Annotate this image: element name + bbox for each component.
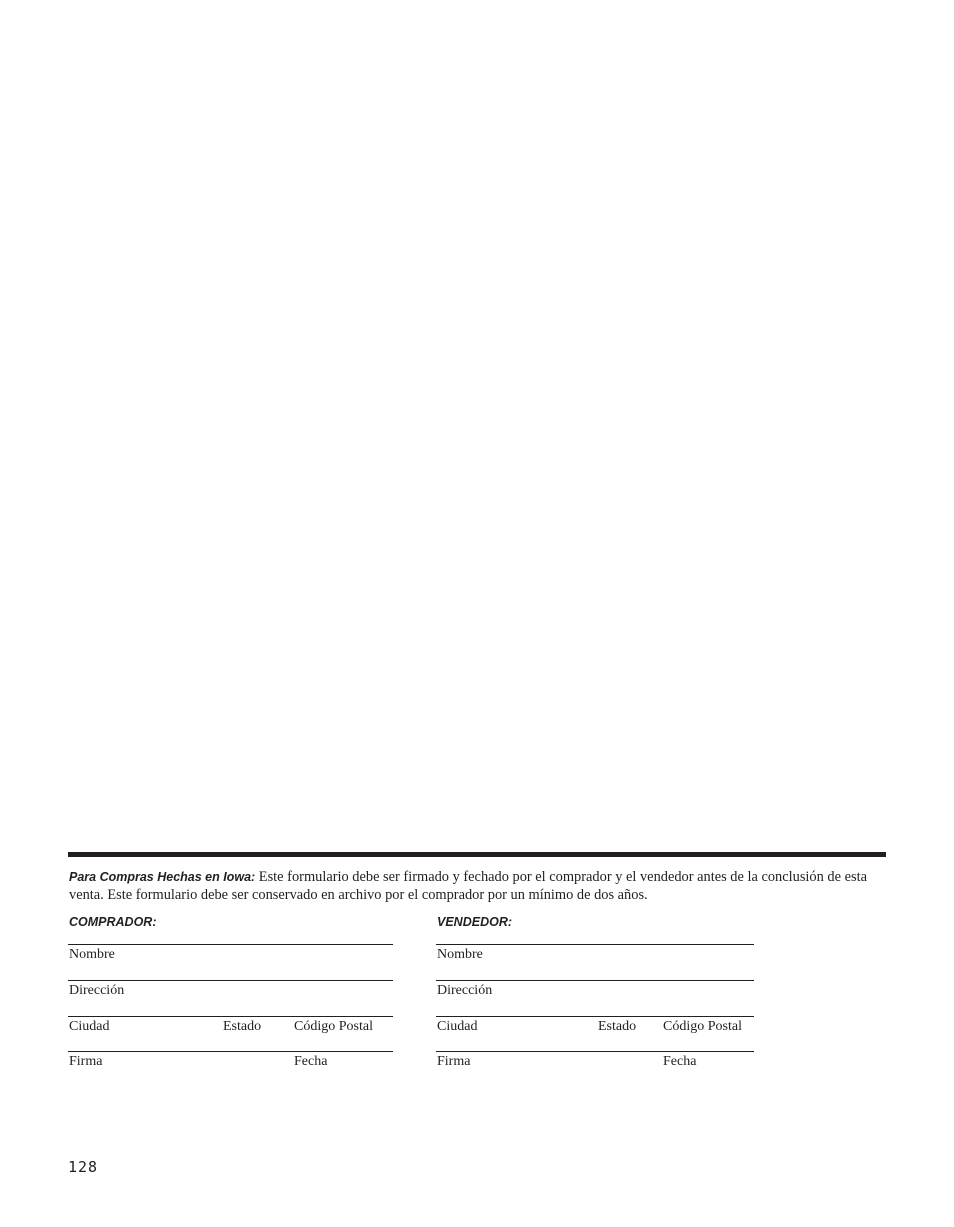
seller-name-field[interactable] [436, 944, 754, 981]
buyer-title: COMPRADOR: [69, 915, 157, 929]
buyer-date-label: Fecha [294, 1054, 328, 1069]
seller-zip-label: Código Postal [663, 1019, 742, 1034]
buyer-signature-date-field[interactable] [68, 1051, 393, 1088]
seller-city-label: Ciudad [437, 1019, 478, 1034]
seller-name-label: Nombre [437, 947, 483, 962]
buyer-name-label: Nombre [69, 947, 115, 962]
seller-city-state-zip-field[interactable] [436, 1016, 754, 1053]
seller-state-label: Estado [598, 1019, 637, 1034]
seller-section [436, 913, 754, 1069]
buyer-address-field[interactable] [68, 980, 393, 1017]
seller-address-field[interactable] [436, 980, 754, 1017]
buyer-name-field[interactable] [68, 944, 393, 981]
seller-signature-date-field[interactable] [436, 1051, 754, 1088]
seller-date-label: Fecha [663, 1054, 697, 1069]
buyer-zip-label: Código Postal [294, 1019, 373, 1034]
buyer-city-state-zip-field[interactable] [68, 1016, 393, 1053]
buyer-signature-label: Firma [69, 1054, 103, 1069]
notice-lead: Para Compras Hechas en Iowa: [69, 870, 256, 884]
page-number: 128 [68, 1158, 99, 1176]
seller-signature-label: Firma [437, 1054, 471, 1069]
buyer-address-label: Dirección [69, 983, 125, 998]
seller-title: VENDEDOR: [437, 915, 513, 929]
section-divider [68, 852, 886, 857]
iowa-purchase-notice [69, 868, 874, 904]
buyer-city-label: Ciudad [69, 1019, 110, 1034]
buyer-section [68, 913, 393, 1069]
buyer-state-label: Estado [223, 1019, 262, 1034]
seller-address-label: Dirección [437, 983, 493, 998]
notice-text: Este formulario debe ser firmado y fechado por el comprador y el vendedor antes de la conclusión de esta venta. Este formulario debe ser conservado en archivo por el comprador por un mínimo de dos años. [69, 869, 867, 903]
